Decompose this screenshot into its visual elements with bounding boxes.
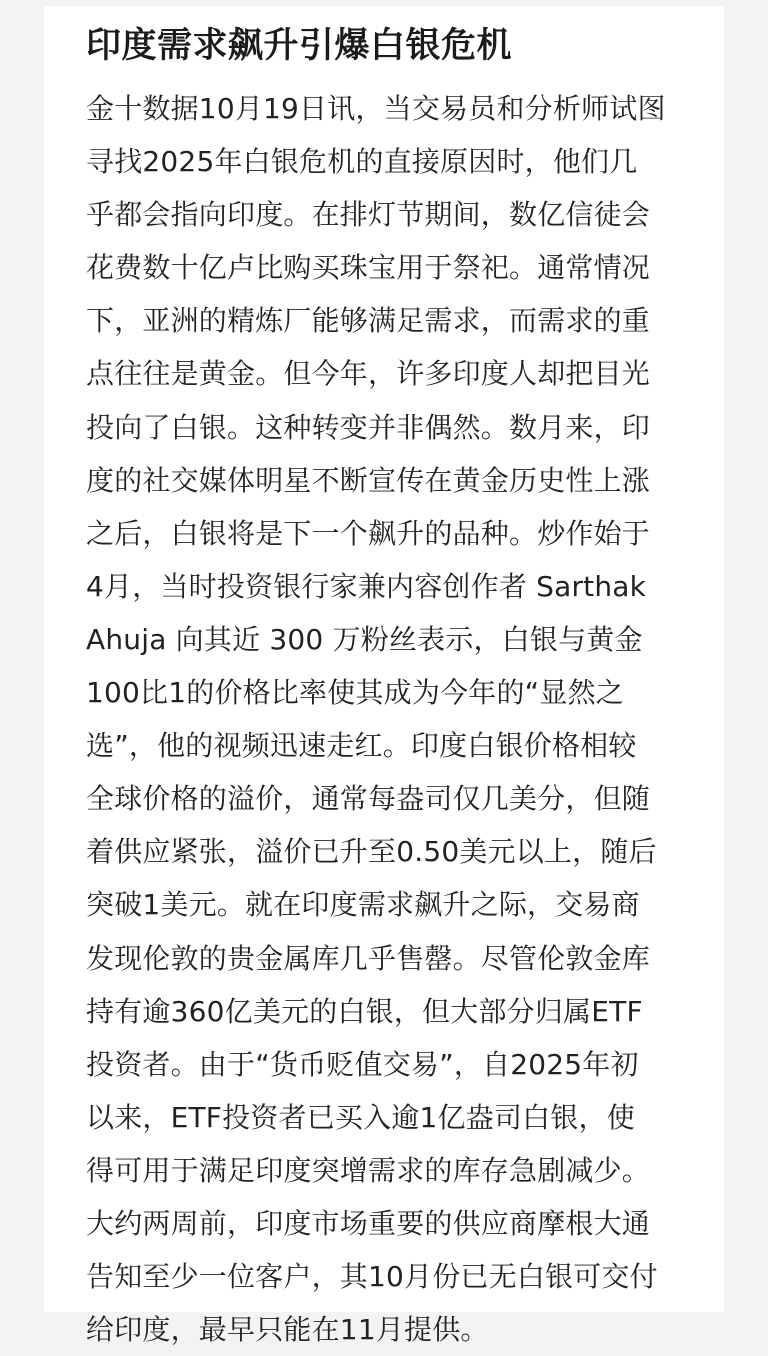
- article-title: 印度需求飙升引爆白银危机: [86, 26, 513, 66]
- article-line: 金十数据10月19日讯，当交易员和分析师试图: [86, 92, 666, 125]
- article-line: 度的社交媒体明星不断宣传在黄金历史性上涨: [86, 463, 651, 497]
- article-line: 持有逾360亿美元的白银，但大部分归属ETF: [86, 994, 643, 1028]
- article-line: 大约两周前，印度市场重要的供应商摩根大通: [86, 1206, 651, 1240]
- article-line: 着供应紧张，溢价已升至0.50美元以上，随后: [86, 835, 657, 869]
- article-line: 点往往是黄金。但今年，许多印度人却把目光: [86, 357, 651, 391]
- article-line: 之后，白银将是下一个飙升的品种。炒作始于: [86, 516, 651, 550]
- article-line: 投资者。由于“货币贬值交易”，自2025年初: [86, 1047, 639, 1081]
- article-line: 乎都会指向印度。在排灯节期间，数亿信徒会: [86, 198, 651, 232]
- article-line: 以来，ETF投资者已买入逾1亿盎司白银，使: [86, 1100, 635, 1134]
- article-line: Ahuja 向其近 300 万粉丝表示，白银与黄金: [86, 622, 643, 656]
- article-line: 投向了白银。这种转变并非偶然。数月来，印: [86, 410, 651, 444]
- article-line: 选”，他的视频迅速走红。印度白银价格相较: [86, 729, 637, 763]
- article-body: [86, 82, 706, 1356]
- article-line: 发现伦敦的贵金属库几乎售罄。尽管伦敦金库: [86, 941, 651, 975]
- article-line: 100比1的价格比率使其成为今年的“显然之: [86, 676, 624, 710]
- article-line: 全球价格的溢价，通常每盎司仅几美分，但随: [86, 782, 651, 816]
- article-line: 得可用于满足印度突增需求的库存急剧减少。: [86, 1153, 651, 1187]
- article-card: [44, 6, 724, 1347]
- article-line: 告知至少一位客户，其10月份已无白银可交付: [86, 1260, 658, 1294]
- article-line: 给印度，最早只能在11月提供。: [86, 1313, 489, 1347]
- article-line: 寻找2025年白银危机的直接原因时，他们几: [86, 145, 638, 179]
- article-line: 花费数十亿卢比购买珠宝用于祭祀。通常情况: [86, 251, 651, 285]
- article-line: 突破1美元。就在印度需求飙升之际，交易商: [86, 888, 640, 922]
- article-line: 4月，当时投资银行家兼内容创作者 Sarthak: [86, 569, 647, 603]
- article-line: 下，亚洲的精炼厂能够满足需求，而需求的重: [86, 304, 651, 338]
